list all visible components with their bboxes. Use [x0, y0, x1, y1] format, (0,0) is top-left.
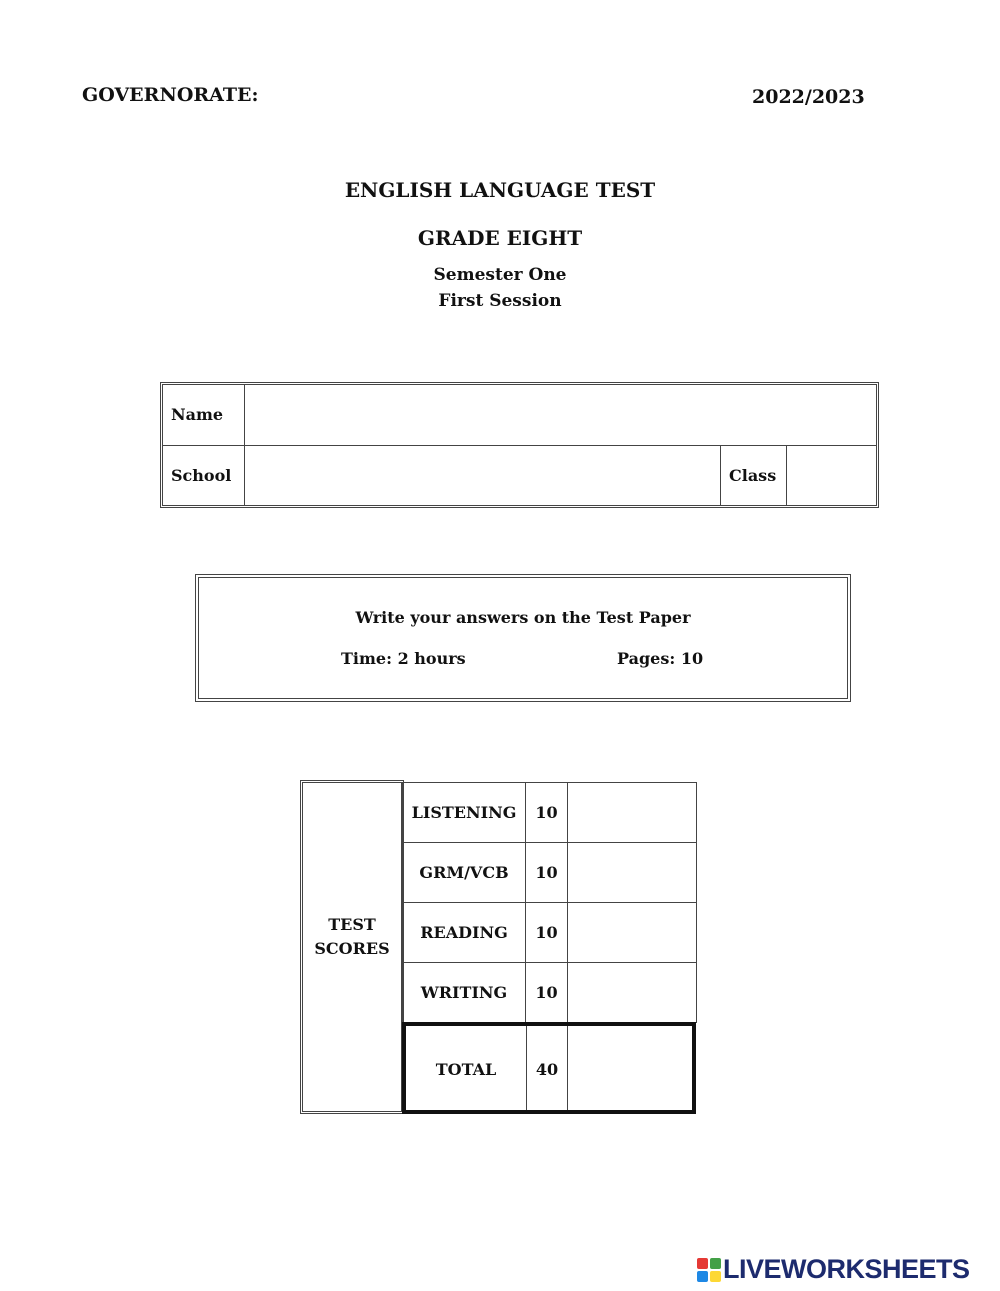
governorate-label: GOVERNORATE: [82, 84, 259, 106]
instructions-box [198, 577, 848, 699]
section-max: 10 [526, 783, 568, 843]
score-field-grammar[interactable] [568, 843, 697, 903]
school-year: 2022/2023 [752, 86, 865, 108]
liveworksheets-logo-text: LIVEWORKSHEETS [723, 1254, 970, 1284]
score-field-reading[interactable] [568, 903, 697, 963]
section-max: 10 [526, 843, 568, 903]
section-label: GRM/VCB [403, 843, 526, 903]
school-field[interactable] [245, 445, 721, 506]
score-row-writing [403, 963, 697, 1023]
liveworksheets-logo-icon [697, 1258, 721, 1282]
test-scores-table [302, 782, 698, 1114]
test-scores-label [303, 913, 401, 961]
time-limit: Time: 2 hours [341, 649, 466, 668]
score-row-listening [403, 783, 697, 843]
class-field[interactable] [787, 445, 877, 506]
section-label: READING [403, 903, 526, 963]
section-max: 10 [526, 903, 568, 963]
section-label: LISTENING [403, 783, 526, 843]
score-row-grammar [403, 843, 697, 903]
test-scores-label-line2: SCORES [314, 939, 390, 958]
score-field-listening[interactable] [568, 783, 697, 843]
score-row-reading [403, 903, 697, 963]
total-row [402, 1022, 696, 1114]
semester-label: Semester One [433, 265, 567, 285]
grade-title: GRADE EIGHT [417, 226, 583, 250]
total-max: 40 [535, 1060, 559, 1079]
school-label: School [163, 445, 245, 506]
instructions-text: Write your answers on the Test Paper [355, 608, 691, 627]
session-label: First Session [438, 291, 562, 311]
student-info-table [162, 384, 877, 506]
test-scores-label-line1: TEST [328, 915, 376, 934]
name-label: Name [163, 385, 245, 446]
test-scores-label-cell [302, 782, 402, 1112]
class-label: Class [721, 445, 787, 506]
scores-grid [402, 782, 697, 1023]
section-max: 10 [526, 963, 568, 1023]
score-field-writing[interactable] [568, 963, 697, 1023]
section-label: WRITING [403, 963, 526, 1023]
score-field-total[interactable] [569, 1026, 692, 1110]
total-label: TOTAL [435, 1060, 497, 1079]
test-title: ENGLISH LANGUAGE TEST [344, 178, 656, 202]
page-count: Pages: 10 [617, 649, 704, 668]
name-field[interactable] [245, 385, 877, 446]
